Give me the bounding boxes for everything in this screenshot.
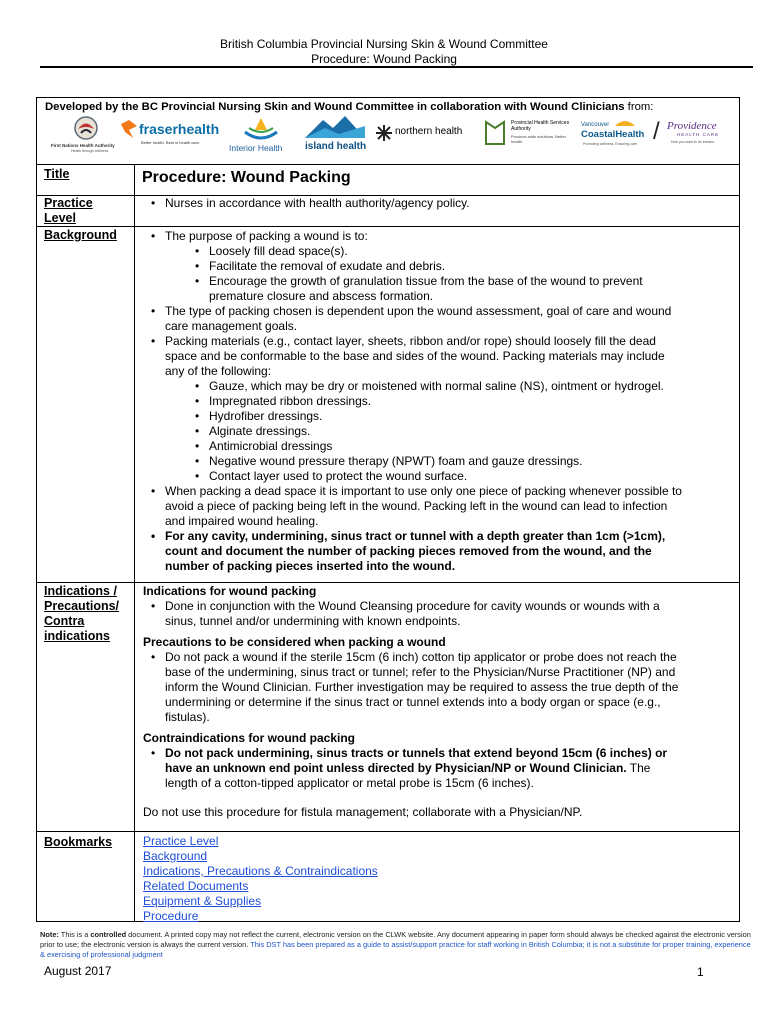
fraserhealth-logo: fraserhealth Better health. Best in health care. <box>119 118 223 158</box>
list-item: • Hydrofiber dressings. <box>209 409 735 424</box>
list-item: • Loosely fill dead space(s). <box>209 244 735 259</box>
bookmark-equipment-supplies[interactable]: Equipment & Supplies <box>143 894 262 908</box>
list-item: • Gauze, which may be dry or moistened with normal saline (NS), ointment or hydrogel. <box>209 379 735 394</box>
bookmark-practice-level[interactable]: Practice Level <box>143 834 219 848</box>
bookmarks-label: Bookmarks <box>44 835 113 849</box>
title-label: Title <box>44 167 70 181</box>
northern-health-logo: northern health <box>375 122 475 152</box>
list-item: • Negative wound pressure therapy (NPWT) foam and gauze dressings. <box>209 454 735 469</box>
contraindications-heading: Contraindications for wound packing <box>143 731 356 745</box>
practice-text: • Nurses in accordance with health authority/agency policy. <box>165 196 470 211</box>
developed-by: Developed by the BC Provincial Nursing Skin and Wound Committee in collaboration with Wound Clinicians from: <box>45 101 654 113</box>
header-procedure: Procedure: Wound Packing <box>311 52 457 66</box>
list-item: • For any cavity, undermining, sinus tract or tunnel with a depth greater than 1cm (>1cm), count and document the number of packing pieces removed from the wound, and the number of packing pieces inserted into the wound. <box>165 529 735 574</box>
background-label: Background <box>44 228 117 242</box>
list-item: • The purpose of packing a wound is to: <box>165 229 735 244</box>
indications-heading: Indications for wound packing <box>143 584 317 598</box>
health-authority-logos <box>51 114 731 158</box>
list-item: • Done in conjunction with the Wound Cleansing procedure for cavity wounds or wounds with a sinus, tunnel and/or undermining with known endpoints. <box>165 599 733 629</box>
list-item: • The type of packing chosen is dependent upon the wound assessment, goal of care and wound care management goals. <box>165 304 735 334</box>
list-item: • Do not pack a wound if the sterile 15cm (6 inch) cotton tip applicator or probe does not reach the base of the undermining, sinus tract or tunnel; refer to the Physician/Nurse Practitioner (NP) and inform the Wound Clinician. Further investigation may be required to assess the true depth of the undermining or determine if the sinus tract or tunnel extends into a body organ or space (e.g., fistulas). <box>165 650 733 725</box>
list-item: • Packing materials (e.g., contact layer, sheets, ribbon and/or rope) should loosely fill the dead space and be conformable to the base and sides of the wound. Packing materials may include any of the following: <box>165 334 735 379</box>
row-divider <box>37 582 739 583</box>
column-divider <box>134 164 135 922</box>
controlled-document-note: Note: This is a controlled document. A printed copy may not reflect the current, electronic version on the CLWK website. Any document appearing in paper form should always be checked against the electronic version prior to use; the electronic version is always the current version. This DST has been prepared as a guide to assist/support practice for staff working in British Columbia; it is not a substitute for proper training, experience & exercising of professional judgment <box>40 930 751 959</box>
bookmark-related-documents[interactable]: Related Documents <box>143 879 249 893</box>
fnha-logo: First Nations Health Authority Health through wellness <box>51 114 121 158</box>
practice-label: Practice Level <box>44 196 93 225</box>
row-divider <box>37 164 739 165</box>
list-item: • Contact layer used to protect the wound surface. <box>209 469 735 484</box>
list-item: • Facilitate the removal of exudate and debris. <box>209 259 735 274</box>
list-item: • Encourage the growth of granulation tissue from the base of the wound to prevent premature closure and abscess formation. <box>209 274 735 304</box>
row-divider <box>37 226 739 227</box>
indications-label: Indications / Precautions/ Contra indications <box>44 584 120 643</box>
phsa-logo: Provincial Health Services Authority Province-wide solutions. Better health. <box>483 118 575 154</box>
list-item: • Alginate dressings. <box>209 424 735 439</box>
fistula-note: Do not use this procedure for fistula management; collaborate with a Physician/NP. <box>143 805 583 819</box>
row-divider <box>37 831 739 832</box>
list-item: • Do not pack undermining, sinus tracts or tunnels that extend beyond 15cm (6 inches) or have an unknown end point unless directed by Physician/NP or Wound Clinician. The length of a cotton-tipped applicator or metal probe is 15cm (6 inches). <box>165 746 733 791</box>
providence-logo: Providence HEALTH CARE How you want to be treated. <box>667 120 720 144</box>
page-title: Procedure: Wound Packing <box>142 169 351 186</box>
list-item: • When packing a dead space it is important to use only one piece of packing whenever possible to avoid a piece of packing being left in the wound. Packing left in the wound can lead to infection and impaired wound healing. <box>165 484 735 529</box>
bookmark-indications[interactable]: Indications, Precautions & Contraindications <box>143 864 378 878</box>
slash-separator: / <box>653 118 660 145</box>
indications-content <box>143 584 733 820</box>
interior-health-logo: Interior Health <box>229 114 297 158</box>
header-rule <box>40 66 753 68</box>
precautions-heading: Precautions to be considered when packing a wound <box>143 635 446 649</box>
bookmarks-list <box>143 834 378 924</box>
list-item: • Impregnated ribbon dressings. <box>209 394 735 409</box>
island-health-logo: island health <box>303 114 367 158</box>
list-item: • Antimicrobial dressings <box>209 439 735 454</box>
procedure-table <box>36 97 740 922</box>
header-committee: British Columbia Provincial Nursing Skin & Wound Committee <box>220 37 548 51</box>
vch-logo: Vancouver CoastalHealth Promoting wellness. Ensuring care. <box>581 122 645 146</box>
bookmark-background[interactable]: Background <box>143 849 208 863</box>
footer-date: August 2017 <box>44 964 112 978</box>
bookmark-procedure[interactable]: Procedure <box>143 909 199 923</box>
page-number: 1 <box>697 965 704 979</box>
background-content <box>165 229 735 574</box>
